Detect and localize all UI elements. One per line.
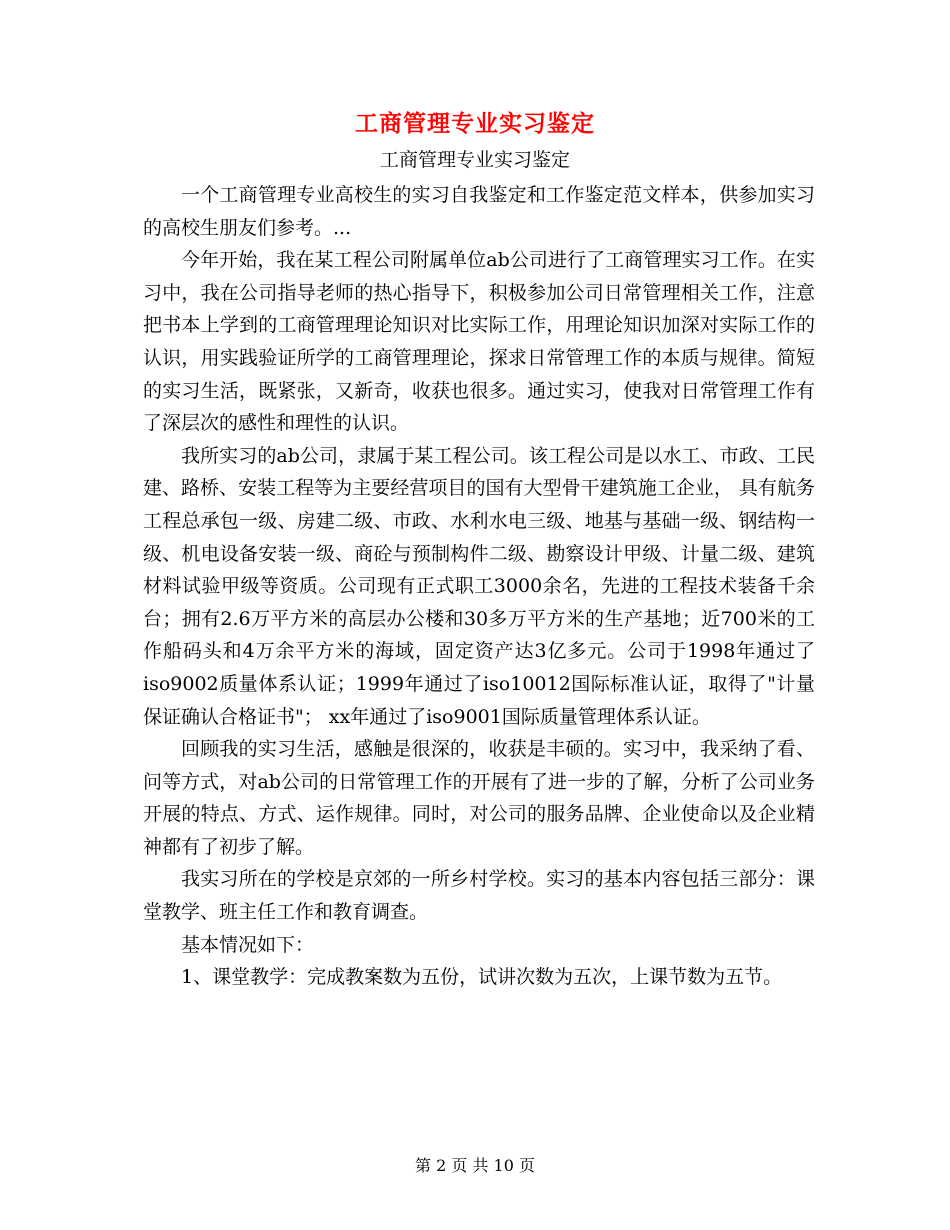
paragraph-intro: 一个工商管理专业高校生的实习自我鉴定和工作鉴定范文样本，供参加实习的高校生朋友们参考。... (143, 184, 815, 239)
paragraph-review: 回顾我的实习生活，感触是很深的，收获是丰硕的。实习中，我采纳了看、问等方式，对ab公司的日常管理工作的开展有了进一步的了解，分析了公司业务开展的特点、方式、运作规律。同时，对公司的服务品牌、企业使命以及企业精神都有了初步了解。 (143, 738, 815, 858)
document-subtitle: 工商管理专业实习鉴定 (379, 149, 570, 171)
paragraph-classroom-teaching: 1、课堂教学：完成教案数为五份，试讲次数为五次，上课节数为五节。 (181, 966, 783, 989)
paragraph-company-profile: 我所实习的ab公司，隶属于某工程公司。该工程公司是以水工、市政、工民建、路桥、安装工程等为主要经营项目的国有大型骨干建筑施工企业， 具有航务工程总承包一级、房建二级、市政、水利水电三级、地基与基础一级、钢结构一级、机电设备安装一级、商砼与预制构件二级、勘察设计甲级、计量二级、建筑材料试验甲级等资质。公司现有正式职工3000余名，先进的工程技术装备千余台；拥有2.6万平方米的高层办公楼和30多万平方米的生产基地；近700米的工作船码头和4万余平方米的海域，固定资产达3亿多元。公司于1998年通过了iso9002质量体系认证；1999年通过了iso10012国际标准认证，取得了"计量保证确认合格证书"； xx年通过了iso9001国际质量管理体系认证。 (143, 444, 815, 728)
document-title: 工商管理专业实习鉴定 (355, 110, 595, 137)
document-body (143, 179, 815, 994)
paragraph-school: 我实习所在的学校是京郊的一所乡村学校。实习的基本内容包括三部分：课堂教学、班主任工作和教育调查。 (143, 868, 815, 924)
page-number-footer: 第 2 页 共 10 页 (415, 1156, 535, 1175)
paragraph-basic-info: 基本情况如下： (181, 933, 315, 956)
paragraph-internship-start: 今年开始，我在某工程公司附属单位ab公司进行了工商管理实习工作。在实习中，我在公司指导老师的热心指导下，积极参加公司日常管理相关工作，注意把书本上学到的工商管理理论知识对比实际工作，用理论知识加深对实际工作的认识，用实践验证所学的工商管理理论，探求日常管理工作的本质与规律。简短的实习生活，既紧张，又新奇，收获也很多。通过实习，使我对日常管理工作有了深层次的感性和理性的认识。 (143, 249, 815, 435)
